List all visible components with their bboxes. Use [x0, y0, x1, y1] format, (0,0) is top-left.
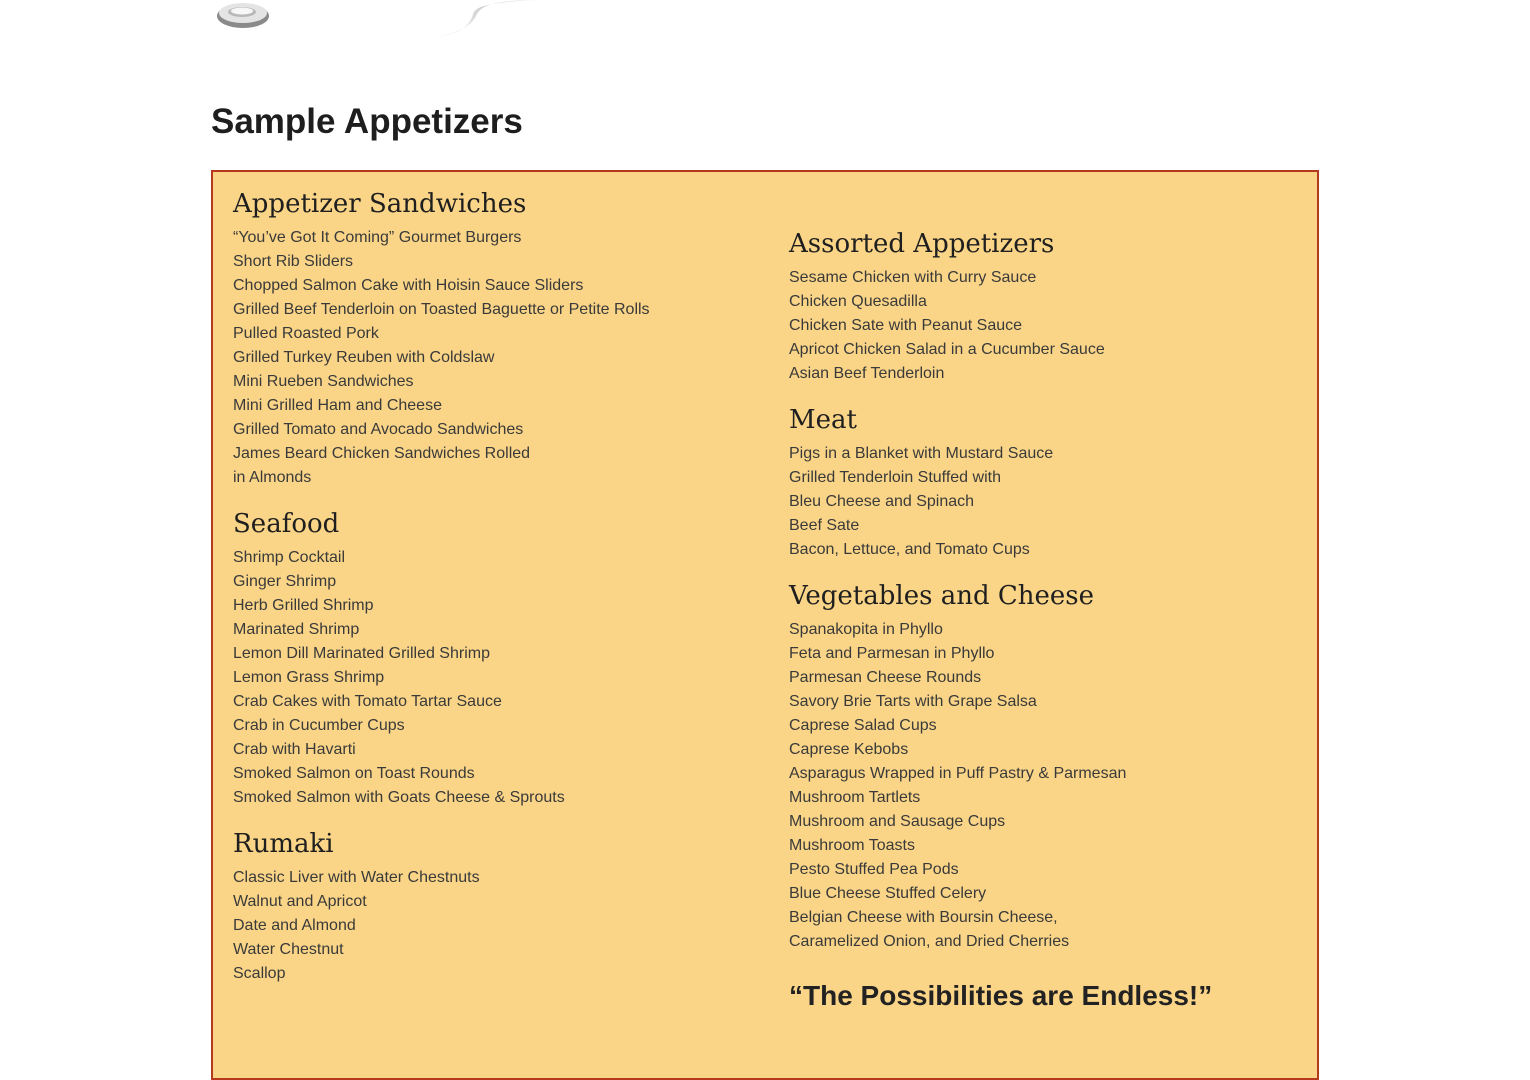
list-item: Grilled Beef Tenderloin on Toasted Baguette or Petite Rolls [233, 301, 650, 318]
item-list [233, 226, 773, 490]
list-item: Shrimp Cocktail [233, 549, 346, 566]
list-item: Chicken Quesadilla [789, 293, 927, 310]
list-item: Grilled Tomato and Avocado Sandwiches [233, 421, 524, 438]
list-item: Crab in Cucumber Cups [233, 717, 405, 734]
list-item: Lemon Dill Marinated Grilled Shrimp [233, 645, 490, 662]
list-item: Savory Brie Tarts with Grape Salsa [789, 693, 1037, 710]
list-item: Blue Cheese Stuffed Celery [789, 885, 987, 902]
list-item: in Almonds [233, 469, 312, 486]
list-item: Mushroom and Sausage Cups [789, 813, 1006, 830]
list-item: “You’ve Got It Coming” Gourmet Burgers [233, 229, 522, 246]
list-item: Water Chestnut [233, 941, 344, 958]
item-list [789, 266, 1309, 386]
appetizer-menu-box [211, 170, 1319, 1080]
section-appetizer-sandwiches [233, 186, 773, 490]
list-item: Pesto Stuffed Pea Pods [789, 861, 959, 878]
list-item: Chicken Sate with Peanut Sauce [789, 317, 1023, 334]
section-seafood [233, 506, 773, 810]
list-item: Spanakopita in Phyllo [789, 621, 943, 638]
page-title: Sample Appetizers [211, 102, 523, 141]
item-list [233, 866, 773, 986]
list-item: Short Rib Sliders [233, 253, 354, 270]
list-item: James Beard Chicken Sandwiches Rolled [233, 445, 531, 462]
list-item: Smoked Salmon with Goats Cheese & Sprouts [233, 789, 565, 806]
list-item: Parmesan Cheese Rounds [789, 669, 982, 686]
list-item: Crab with Havarti [233, 741, 356, 758]
section-heading: Meat [789, 405, 857, 435]
list-item: Mushroom Tartlets [789, 789, 921, 806]
list-item: Pulled Roasted Pork [233, 325, 379, 342]
list-item: Caprese Salad Cups [789, 717, 937, 734]
list-item: Grilled Tenderloin Stuffed with [789, 469, 1001, 486]
dish-logo-icon [211, 0, 551, 40]
list-item: Lemon Grass Shrimp [233, 669, 385, 686]
section-vegetables-and-cheese [789, 578, 1309, 954]
list-item: Sesame Chicken with Curry Sauce [789, 269, 1037, 286]
list-item: Asparagus Wrapped in Puff Pastry & Parmesan [789, 765, 1127, 782]
list-item: Beef Sate [789, 517, 860, 534]
list-item: Asian Beef Tenderloin [789, 365, 945, 382]
list-item: Herb Grilled Shrimp [233, 597, 374, 614]
section-assorted-appetizers [789, 226, 1309, 386]
left-column [233, 186, 773, 1002]
list-item: Chopped Salmon Cake with Hoisin Sauce Sliders [233, 277, 584, 294]
section-heading: Rumaki [233, 829, 334, 859]
item-list [233, 546, 773, 810]
list-item: Feta and Parmesan in Phyllo [789, 645, 995, 662]
list-item: Caprese Kebobs [789, 741, 909, 758]
list-item: Mini Grilled Ham and Cheese [233, 397, 442, 414]
item-list [789, 442, 1309, 562]
section-meat [789, 402, 1309, 562]
section-heading: Vegetables and Cheese [789, 581, 1095, 611]
list-item: Walnut and Apricot [233, 893, 367, 910]
list-item: Pigs in a Blanket with Mustard Sauce [789, 445, 1054, 462]
section-rumaki [233, 826, 773, 986]
section-heading: Appetizer Sandwiches [233, 189, 527, 219]
list-item: Crab Cakes with Tomato Tartar Sauce [233, 693, 502, 710]
list-item: Apricot Chicken Salad in a Cucumber Sauce [789, 341, 1105, 358]
list-item: Marinated Shrimp [233, 621, 360, 638]
list-item: Belgian Cheese with Boursin Cheese, [789, 909, 1058, 926]
list-item: Classic Liver with Water Chestnuts [233, 869, 480, 886]
list-item: Smoked Salmon on Toast Rounds [233, 765, 475, 782]
list-item: Mushroom Toasts [789, 837, 915, 854]
item-list [789, 618, 1309, 954]
list-item: Caramelized Onion, and Dried Cherries [789, 933, 1070, 950]
section-heading: Assorted Appetizers [789, 229, 1055, 259]
list-item: Grilled Turkey Reuben with Coldslaw [233, 349, 495, 366]
tagline: “The Possibilities are Endless!” [789, 980, 1213, 1011]
list-item: Bleu Cheese and Spinach [789, 493, 975, 510]
section-heading: Seafood [233, 509, 340, 539]
list-item: Bacon, Lettuce, and Tomato Cups [789, 541, 1030, 558]
list-item: Ginger Shrimp [233, 573, 337, 590]
list-item: Mini Rueben Sandwiches [233, 373, 414, 390]
list-item: Date and Almond [233, 917, 356, 934]
list-item: Scallop [233, 965, 286, 982]
site-logo[interactable] [211, 0, 551, 40]
right-column [789, 226, 1309, 1016]
